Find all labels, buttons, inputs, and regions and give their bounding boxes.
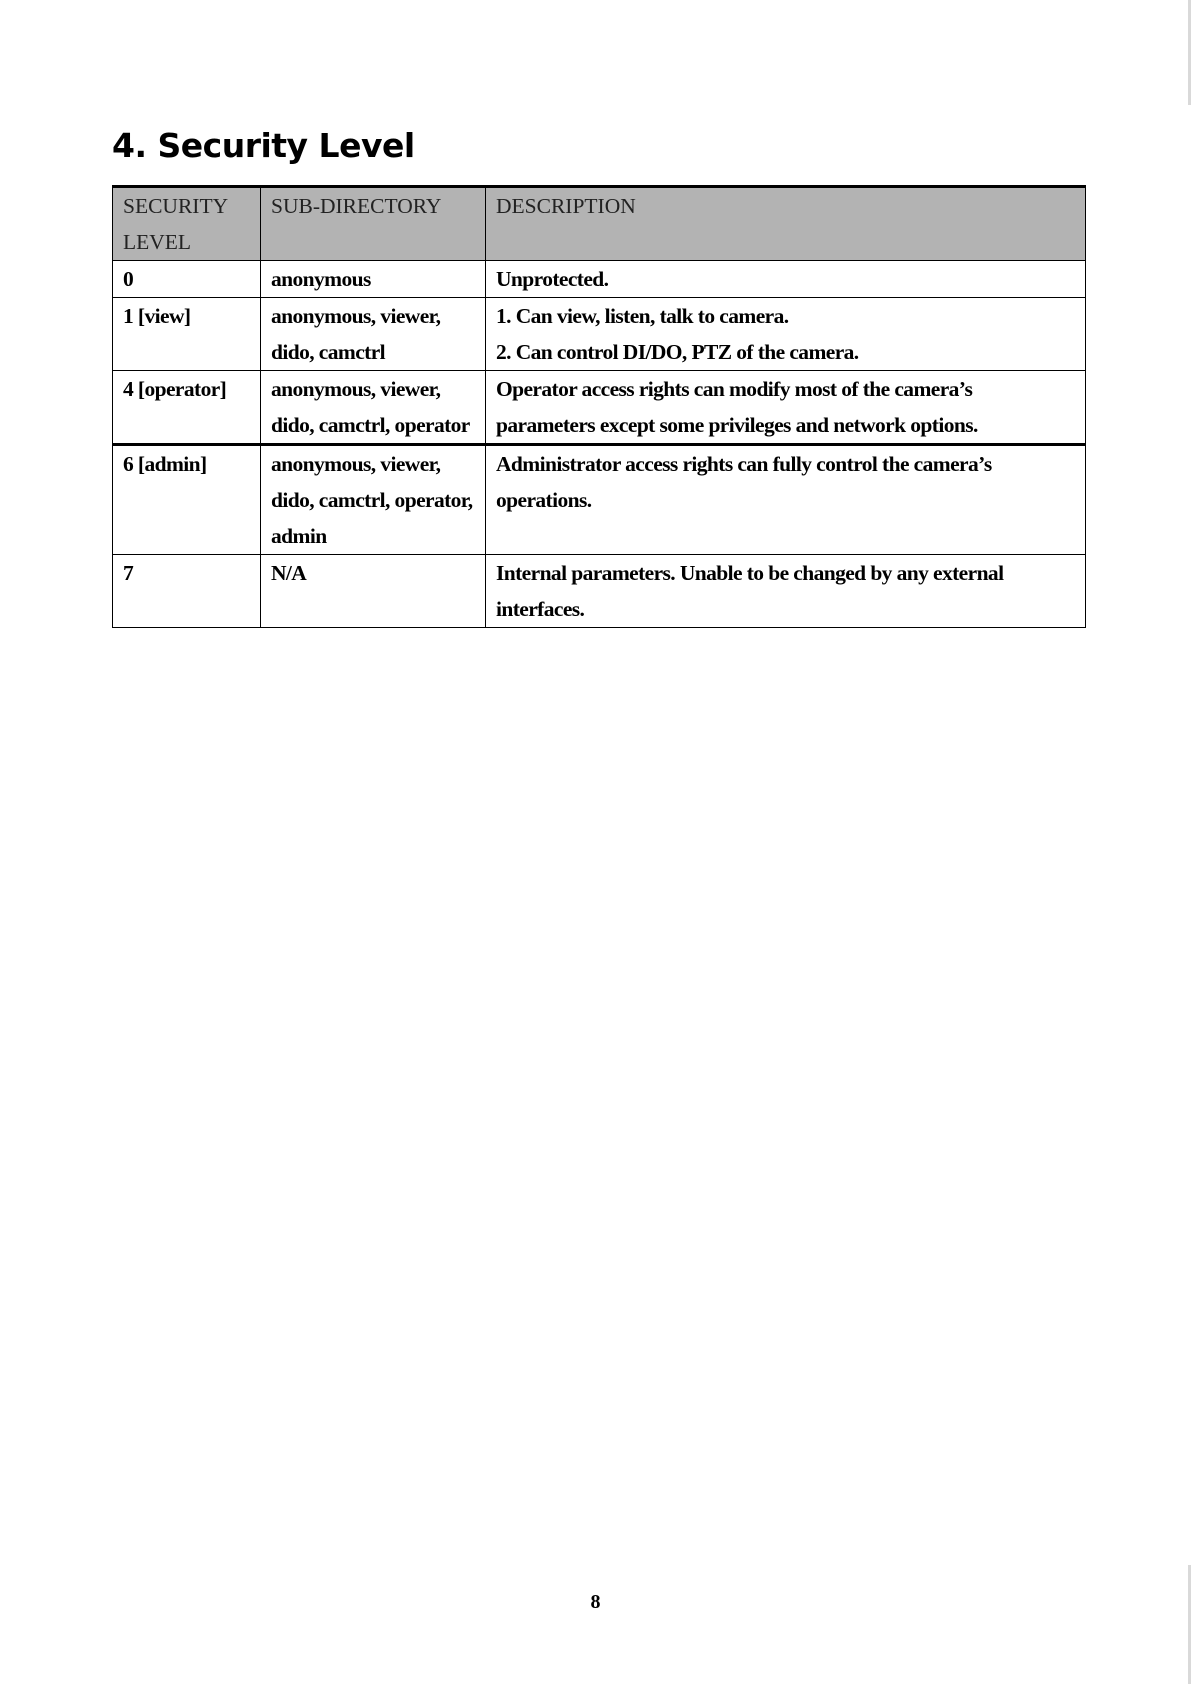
table-row	[113, 371, 1086, 445]
security-level-table	[112, 185, 1086, 628]
table-row	[113, 555, 1086, 628]
description-cell	[486, 445, 1086, 555]
subdirectory-cell: anonymous, viewer, dido, camctrl, operator, admin	[261, 445, 486, 555]
table-row	[113, 445, 1086, 555]
subdirectory-cell: anonymous, viewer, dido, camctrl	[261, 298, 486, 371]
level-cell: 6 [admin]	[113, 445, 261, 555]
header-security-level: SECURITY LEVEL	[113, 187, 261, 261]
subdirectory-cell: N/A	[261, 555, 486, 628]
description-line: 1. Can view, listen, talk to camera.	[496, 304, 789, 328]
header-description: DESCRIPTION	[486, 187, 1086, 261]
level-cell: 1 [view]	[113, 298, 261, 371]
subdirectory-cell: anonymous	[261, 261, 486, 298]
description-cell	[486, 298, 1086, 371]
table-row	[113, 261, 1086, 298]
page-number: 8	[590, 1591, 601, 1613]
level-cell: 0	[113, 261, 261, 298]
header-sub-directory: SUB-DIRECTORY	[261, 187, 486, 261]
description-cell	[486, 555, 1086, 628]
section-title: 4. Security Level	[112, 126, 415, 165]
table-header-row	[113, 187, 1086, 261]
description-line: Operator access rights can modify most of the camera’s parameters except some privileges and network options.	[496, 377, 978, 437]
level-cell: 7	[113, 555, 261, 628]
description-line: Internal parameters. Unable to be changed by any external interfaces.	[496, 561, 1004, 621]
description-line: Administrator access rights can fully control the camera’s operations.	[496, 452, 992, 512]
description-cell	[486, 261, 1086, 298]
description-line: Unprotected.	[496, 267, 609, 291]
description-line: 2. Can control DI/DO, PTZ of the camera.	[496, 340, 859, 364]
table-row	[113, 298, 1086, 371]
description-cell	[486, 371, 1086, 445]
subdirectory-cell: anonymous, viewer, dido, camctrl, operator	[261, 371, 486, 445]
level-cell: 4 [operator]	[113, 371, 261, 445]
